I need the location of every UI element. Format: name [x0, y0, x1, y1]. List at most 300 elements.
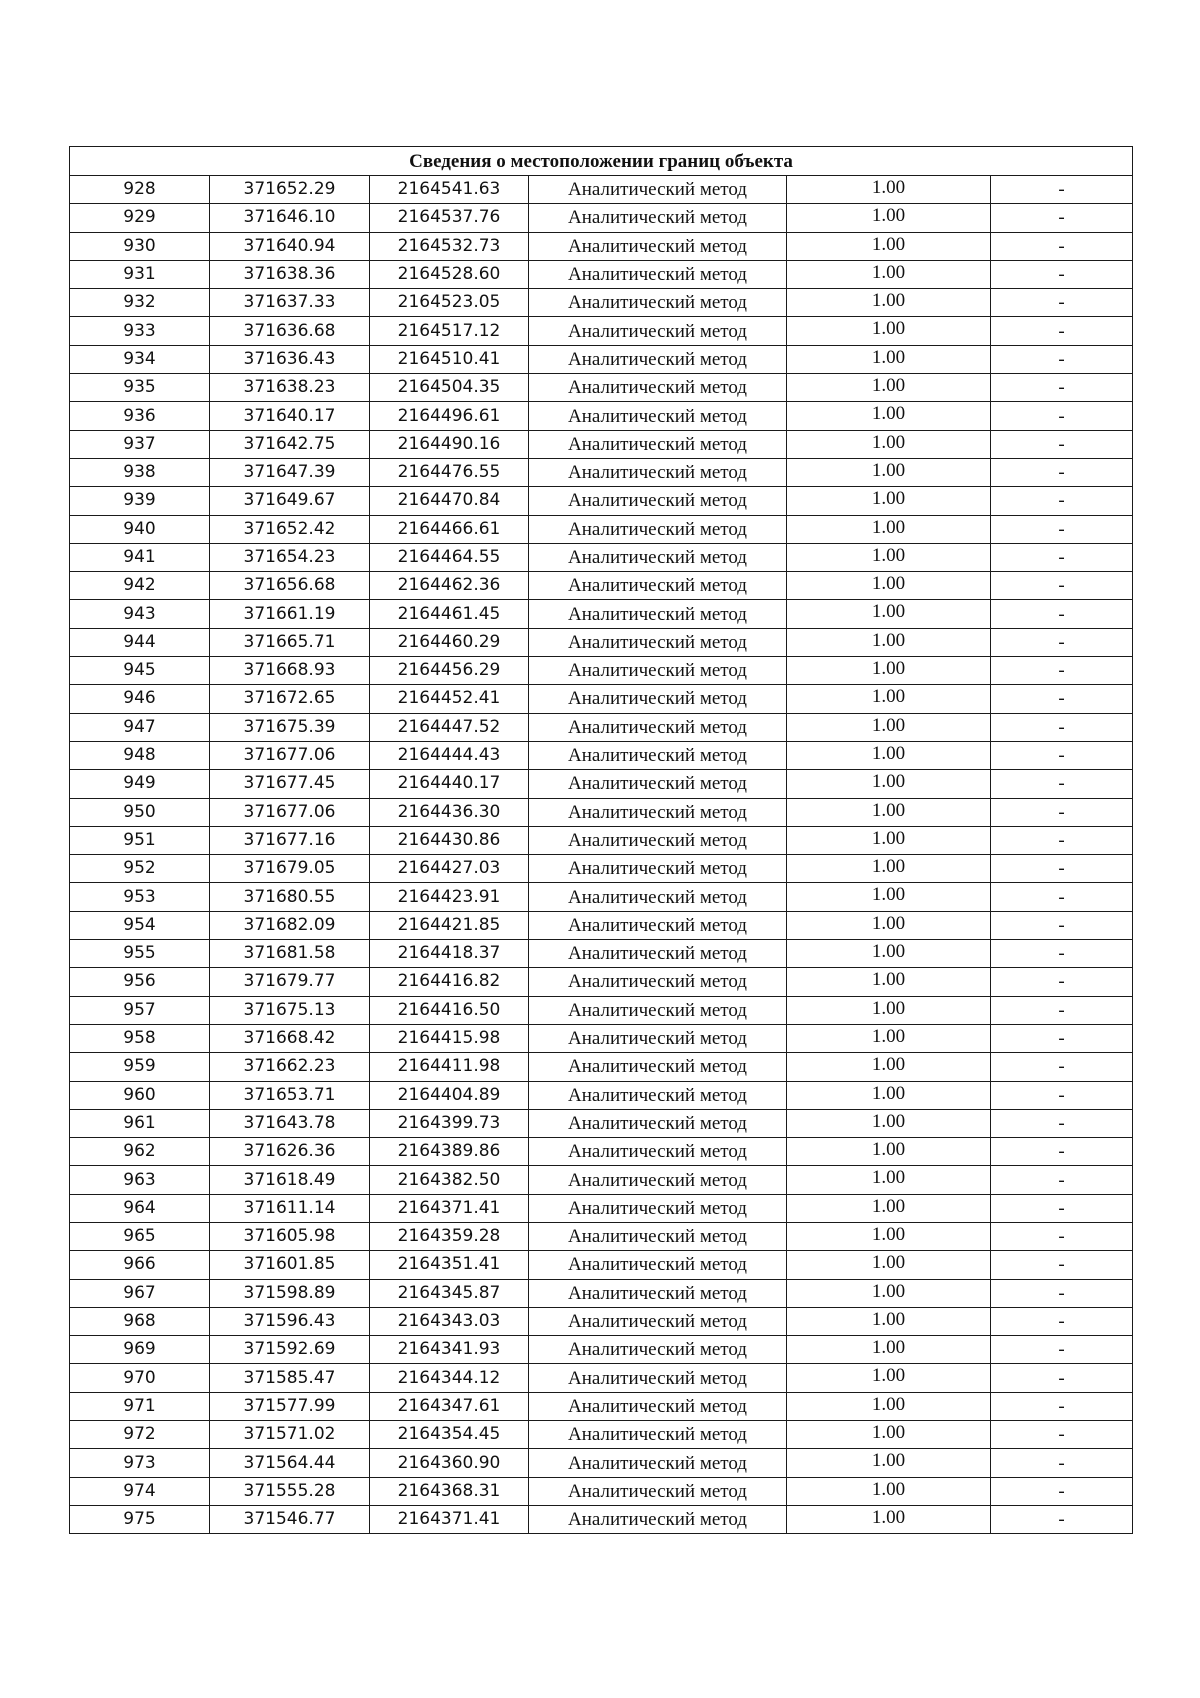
accuracy-cell: [787, 940, 991, 968]
method-cell: Аналитический метод: [529, 1392, 787, 1420]
description-cell: -: [991, 1166, 1133, 1194]
accuracy-cell: [787, 1505, 991, 1533]
coordinate-x-cell: 371647.39: [210, 458, 370, 486]
table-row: [70, 402, 1133, 430]
point-number-cell: 938: [70, 458, 210, 486]
point-number-cell: 967: [70, 1279, 210, 1307]
coordinate-y-cell: 2164360.90: [370, 1449, 529, 1477]
accuracy-cell: [787, 1279, 991, 1307]
point-number-cell: 961: [70, 1109, 210, 1137]
description-cell: -: [991, 798, 1133, 826]
table-row: [70, 1222, 1133, 1250]
method-cell: Аналитический метод: [529, 1505, 787, 1533]
table-row: [70, 232, 1133, 260]
point-number-cell: 959: [70, 1053, 210, 1081]
accuracy-cell: [787, 1421, 991, 1449]
accuracy-cell: [787, 1081, 991, 1109]
accuracy-value: 1.00: [871, 686, 906, 708]
description-cell: -: [991, 1251, 1133, 1279]
accuracy-cell: [787, 1449, 991, 1477]
description-cell: -: [991, 1449, 1133, 1477]
method-cell: Аналитический метод: [529, 911, 787, 939]
table-title: Сведения о местоположении границ объекта: [70, 147, 1133, 176]
table-row: [70, 996, 1133, 1024]
description-cell: -: [991, 1392, 1133, 1420]
accuracy-value: 1.00: [871, 1223, 906, 1245]
accuracy-value: 1.00: [871, 941, 906, 963]
accuracy-cell: [787, 1392, 991, 1420]
accuracy-value: 1.00: [871, 997, 906, 1019]
description-cell: -: [991, 204, 1133, 232]
point-number-cell: 957: [70, 996, 210, 1024]
coordinate-y-cell: 2164416.82: [370, 968, 529, 996]
description-cell: -: [991, 1109, 1133, 1137]
coordinate-x-cell: 371661.19: [210, 600, 370, 628]
description-cell: -: [991, 713, 1133, 741]
accuracy-value: 1.00: [871, 1082, 906, 1104]
table-row: [70, 657, 1133, 685]
point-number-cell: 935: [70, 374, 210, 402]
coordinate-y-cell: 2164466.61: [370, 515, 529, 543]
table-row: [70, 1053, 1133, 1081]
accuracy-value: 1.00: [871, 1365, 906, 1387]
accuracy-value: 1.00: [871, 827, 906, 849]
coordinate-x-cell: 371564.44: [210, 1449, 370, 1477]
accuracy-value: 1.00: [871, 1025, 906, 1047]
accuracy-value: 1.00: [871, 318, 906, 340]
point-number-cell: 972: [70, 1421, 210, 1449]
description-cell: -: [991, 176, 1133, 204]
accuracy-cell: [787, 345, 991, 373]
coordinate-x-cell: 371675.39: [210, 713, 370, 741]
method-cell: Аналитический метод: [529, 741, 787, 769]
coordinate-x-cell: 371652.29: [210, 176, 370, 204]
point-number-cell: 955: [70, 940, 210, 968]
coordinate-x-cell: 371601.85: [210, 1251, 370, 1279]
coordinate-y-cell: 2164389.86: [370, 1138, 529, 1166]
accuracy-value: 1.00: [871, 573, 906, 595]
description-cell: -: [991, 543, 1133, 571]
coordinate-y-cell: 2164523.05: [370, 289, 529, 317]
point-number-cell: 947: [70, 713, 210, 741]
table-title-row: [70, 147, 1133, 176]
accuracy-value: 1.00: [871, 205, 906, 227]
coordinate-y-cell: 2164532.73: [370, 232, 529, 260]
table-row: [70, 1251, 1133, 1279]
method-cell: Аналитический метод: [529, 1477, 787, 1505]
accuracy-cell: [787, 1053, 991, 1081]
accuracy-value: 1.00: [871, 403, 906, 425]
accuracy-value: 1.00: [871, 658, 906, 680]
description-cell: -: [991, 628, 1133, 656]
table-row: [70, 968, 1133, 996]
coordinate-x-cell: 371611.14: [210, 1194, 370, 1222]
table-row: [70, 600, 1133, 628]
coordinate-x-cell: 371677.06: [210, 798, 370, 826]
coordinate-x-cell: 371656.68: [210, 572, 370, 600]
description-cell: -: [991, 1421, 1133, 1449]
description-cell: -: [991, 1307, 1133, 1335]
method-cell: Аналитический метод: [529, 345, 787, 373]
accuracy-value: 1.00: [871, 544, 906, 566]
accuracy-cell: [787, 968, 991, 996]
description-cell: -: [991, 968, 1133, 996]
accuracy-cell: [787, 770, 991, 798]
point-number-cell: 934: [70, 345, 210, 373]
accuracy-cell: [787, 458, 991, 486]
description-cell: -: [991, 1364, 1133, 1392]
coordinate-y-cell: 2164476.55: [370, 458, 529, 486]
accuracy-value: 1.00: [871, 177, 906, 198]
accuracy-cell: [787, 289, 991, 317]
table-row: [70, 826, 1133, 854]
accuracy-cell: [787, 1024, 991, 1052]
coordinate-x-cell: 371598.89: [210, 1279, 370, 1307]
accuracy-value: 1.00: [871, 629, 906, 651]
coordinate-y-cell: 2164359.28: [370, 1222, 529, 1250]
description-cell: -: [991, 317, 1133, 345]
method-cell: Аналитический метод: [529, 1421, 787, 1449]
method-cell: Аналитический метод: [529, 543, 787, 571]
accuracy-cell: [787, 713, 991, 741]
accuracy-value: 1.00: [871, 1252, 906, 1274]
description-cell: -: [991, 883, 1133, 911]
coordinate-x-cell: 371585.47: [210, 1364, 370, 1392]
accuracy-cell: [787, 1166, 991, 1194]
accuracy-cell: [787, 402, 991, 430]
coordinate-y-cell: 2164462.36: [370, 572, 529, 600]
coordinate-x-cell: 371637.33: [210, 289, 370, 317]
coordinate-y-cell: 2164421.85: [370, 911, 529, 939]
method-cell: Аналитический метод: [529, 657, 787, 685]
method-cell: Аналитический метод: [529, 402, 787, 430]
table-row: [70, 628, 1133, 656]
coordinate-y-cell: 2164430.86: [370, 826, 529, 854]
accuracy-value: 1.00: [871, 1393, 906, 1415]
description-cell: -: [991, 855, 1133, 883]
method-cell: Аналитический метод: [529, 1024, 787, 1052]
table-row: [70, 1421, 1133, 1449]
coordinate-x-cell: 371677.45: [210, 770, 370, 798]
accuracy-value: 1.00: [871, 799, 906, 821]
coordinate-y-cell: 2164427.03: [370, 855, 529, 883]
boundary-coordinates-table: [69, 146, 1133, 1534]
table-row: [70, 515, 1133, 543]
accuracy-value: 1.00: [871, 714, 906, 736]
description-cell: -: [991, 458, 1133, 486]
coordinate-x-cell: 371640.94: [210, 232, 370, 260]
point-number-cell: 962: [70, 1138, 210, 1166]
point-number-cell: 965: [70, 1222, 210, 1250]
accuracy-cell: [787, 1251, 991, 1279]
coordinate-y-cell: 2164411.98: [370, 1053, 529, 1081]
point-number-cell: 945: [70, 657, 210, 685]
accuracy-cell: [787, 1336, 991, 1364]
description-cell: -: [991, 826, 1133, 854]
accuracy-cell: [787, 374, 991, 402]
method-cell: Аналитический метод: [529, 430, 787, 458]
method-cell: Аналитический метод: [529, 1307, 787, 1335]
point-number-cell: 944: [70, 628, 210, 656]
table-row: [70, 204, 1133, 232]
coordinate-y-cell: 2164404.89: [370, 1081, 529, 1109]
accuracy-cell: [787, 487, 991, 515]
accuracy-value: 1.00: [871, 1337, 906, 1359]
accuracy-cell: [787, 1109, 991, 1137]
table-row: [70, 713, 1133, 741]
table-row: [70, 1109, 1133, 1137]
method-cell: Аналитический метод: [529, 600, 787, 628]
method-cell: Аналитический метод: [529, 204, 787, 232]
method-cell: Аналитический метод: [529, 770, 787, 798]
table-row: [70, 741, 1133, 769]
description-cell: -: [991, 289, 1133, 317]
method-cell: Аналитический метод: [529, 1364, 787, 1392]
description-cell: -: [991, 770, 1133, 798]
description-cell: -: [991, 402, 1133, 430]
description-cell: -: [991, 1053, 1133, 1081]
method-cell: Аналитический метод: [529, 1109, 787, 1137]
accuracy-value: 1.00: [871, 912, 906, 934]
coordinate-y-cell: 2164371.41: [370, 1505, 529, 1533]
table-row: [70, 1024, 1133, 1052]
point-number-cell: 966: [70, 1251, 210, 1279]
coordinate-y-cell: 2164341.93: [370, 1336, 529, 1364]
coordinate-y-cell: 2164347.61: [370, 1392, 529, 1420]
accuracy-cell: [787, 1364, 991, 1392]
coordinate-x-cell: 371638.36: [210, 260, 370, 288]
coordinate-x-cell: 371596.43: [210, 1307, 370, 1335]
coordinate-x-cell: 371571.02: [210, 1421, 370, 1449]
accuracy-value: 1.00: [871, 856, 906, 878]
accuracy-cell: [787, 855, 991, 883]
table-row: [70, 883, 1133, 911]
method-cell: Аналитический метод: [529, 1251, 787, 1279]
method-cell: Аналитический метод: [529, 572, 787, 600]
description-cell: -: [991, 1222, 1133, 1250]
accuracy-cell: [787, 176, 991, 204]
accuracy-cell: [787, 1222, 991, 1250]
accuracy-value: 1.00: [871, 431, 906, 453]
point-number-cell: 950: [70, 798, 210, 826]
point-number-cell: 952: [70, 855, 210, 883]
point-number-cell: 943: [70, 600, 210, 628]
table-row: [70, 345, 1133, 373]
accuracy-cell: [787, 317, 991, 345]
description-cell: -: [991, 430, 1133, 458]
coordinate-x-cell: 371668.42: [210, 1024, 370, 1052]
coordinate-y-cell: 2164537.76: [370, 204, 529, 232]
point-number-cell: 970: [70, 1364, 210, 1392]
accuracy-cell: [787, 1307, 991, 1335]
description-cell: -: [991, 374, 1133, 402]
point-number-cell: 930: [70, 232, 210, 260]
method-cell: Аналитический метод: [529, 1222, 787, 1250]
accuracy-value: 1.00: [871, 1506, 906, 1528]
coordinate-y-cell: 2164368.31: [370, 1477, 529, 1505]
table-row: [70, 289, 1133, 317]
accuracy-value: 1.00: [871, 1110, 906, 1132]
coordinate-x-cell: 371654.23: [210, 543, 370, 571]
description-cell: -: [991, 487, 1133, 515]
method-cell: Аналитический метод: [529, 1449, 787, 1477]
accuracy-value: 1.00: [871, 261, 906, 283]
point-number-cell: 933: [70, 317, 210, 345]
accuracy-value: 1.00: [871, 742, 906, 764]
point-number-cell: 940: [70, 515, 210, 543]
coordinate-y-cell: 2164452.41: [370, 685, 529, 713]
point-number-cell: 973: [70, 1449, 210, 1477]
table-row: [70, 1364, 1133, 1392]
table-row: [70, 1166, 1133, 1194]
coordinate-x-cell: 371681.58: [210, 940, 370, 968]
coordinate-y-cell: 2164416.50: [370, 996, 529, 1024]
point-number-cell: 941: [70, 543, 210, 571]
coordinate-x-cell: 371646.10: [210, 204, 370, 232]
accuracy-cell: [787, 232, 991, 260]
point-number-cell: 960: [70, 1081, 210, 1109]
point-number-cell: 971: [70, 1392, 210, 1420]
point-number-cell: 975: [70, 1505, 210, 1533]
coordinate-y-cell: 2164464.55: [370, 543, 529, 571]
point-number-cell: 951: [70, 826, 210, 854]
coordinate-y-cell: 2164460.29: [370, 628, 529, 656]
coordinate-x-cell: 371652.42: [210, 515, 370, 543]
table-row: [70, 487, 1133, 515]
description-cell: -: [991, 940, 1133, 968]
coordinate-x-cell: 371638.23: [210, 374, 370, 402]
coordinate-x-cell: 371679.05: [210, 855, 370, 883]
coordinate-x-cell: 371662.23: [210, 1053, 370, 1081]
coordinate-y-cell: 2164496.61: [370, 402, 529, 430]
coordinate-y-cell: 2164504.35: [370, 374, 529, 402]
method-cell: Аналитический метод: [529, 1081, 787, 1109]
table-row: [70, 1307, 1133, 1335]
coordinate-x-cell: 371592.69: [210, 1336, 370, 1364]
coordinate-x-cell: 371679.77: [210, 968, 370, 996]
coordinate-y-cell: 2164351.41: [370, 1251, 529, 1279]
coordinate-y-cell: 2164447.52: [370, 713, 529, 741]
accuracy-cell: [787, 826, 991, 854]
point-number-cell: 942: [70, 572, 210, 600]
point-number-cell: 929: [70, 204, 210, 232]
coordinate-x-cell: 371605.98: [210, 1222, 370, 1250]
description-cell: -: [991, 1505, 1133, 1533]
accuracy-value: 1.00: [871, 1422, 906, 1444]
table-row: [70, 1138, 1133, 1166]
accuracy-cell: [787, 685, 991, 713]
coordinate-y-cell: 2164517.12: [370, 317, 529, 345]
accuracy-value: 1.00: [871, 459, 906, 481]
accuracy-value: 1.00: [871, 1450, 906, 1472]
table-row: [70, 543, 1133, 571]
coordinate-y-cell: 2164461.45: [370, 600, 529, 628]
coordinate-y-cell: 2164354.45: [370, 1421, 529, 1449]
coordinate-x-cell: 371546.77: [210, 1505, 370, 1533]
coordinate-x-cell: 371672.65: [210, 685, 370, 713]
accuracy-cell: [787, 628, 991, 656]
coordinate-y-cell: 2164344.12: [370, 1364, 529, 1392]
point-number-cell: 953: [70, 883, 210, 911]
accuracy-value: 1.00: [871, 346, 906, 368]
accuracy-cell: [787, 572, 991, 600]
point-number-cell: 939: [70, 487, 210, 515]
coordinate-x-cell: 371555.28: [210, 1477, 370, 1505]
description-cell: -: [991, 996, 1133, 1024]
coordinate-y-cell: 2164345.87: [370, 1279, 529, 1307]
method-cell: Аналитический метод: [529, 798, 787, 826]
method-cell: Аналитический метод: [529, 826, 787, 854]
description-cell: -: [991, 232, 1133, 260]
description-cell: -: [991, 1024, 1133, 1052]
coordinate-y-cell: 2164371.41: [370, 1194, 529, 1222]
coordinate-x-cell: 371642.75: [210, 430, 370, 458]
table-row: [70, 374, 1133, 402]
accuracy-cell: [787, 996, 991, 1024]
coordinate-y-cell: 2164423.91: [370, 883, 529, 911]
table-row: [70, 176, 1133, 204]
method-cell: Аналитический метод: [529, 487, 787, 515]
point-number-cell: 958: [70, 1024, 210, 1052]
coordinate-y-cell: 2164399.73: [370, 1109, 529, 1137]
accuracy-value: 1.00: [871, 1280, 906, 1302]
point-number-cell: 968: [70, 1307, 210, 1335]
coordinate-y-cell: 2164418.37: [370, 940, 529, 968]
table-row: [70, 1505, 1133, 1533]
description-cell: -: [991, 657, 1133, 685]
table-row: [70, 770, 1133, 798]
description-cell: -: [991, 741, 1133, 769]
method-cell: Аналитический метод: [529, 515, 787, 543]
table-row: [70, 1081, 1133, 1109]
method-cell: Аналитический метод: [529, 968, 787, 996]
method-cell: Аналитический метод: [529, 1053, 787, 1081]
accuracy-cell: [787, 911, 991, 939]
coordinate-y-cell: 2164470.84: [370, 487, 529, 515]
coordinate-x-cell: 371675.13: [210, 996, 370, 1024]
method-cell: Аналитический метод: [529, 458, 787, 486]
accuracy-cell: [787, 260, 991, 288]
coordinate-x-cell: 371577.99: [210, 1392, 370, 1420]
point-number-cell: 937: [70, 430, 210, 458]
accuracy-cell: [787, 204, 991, 232]
accuracy-value: 1.00: [871, 488, 906, 510]
method-cell: Аналитический метод: [529, 713, 787, 741]
coordinate-x-cell: 371653.71: [210, 1081, 370, 1109]
table-row: [70, 940, 1133, 968]
method-cell: Аналитический метод: [529, 232, 787, 260]
accuracy-value: 1.00: [871, 884, 906, 906]
point-number-cell: 964: [70, 1194, 210, 1222]
coordinate-x-cell: 371649.67: [210, 487, 370, 515]
accuracy-value: 1.00: [871, 233, 906, 255]
coordinate-x-cell: 371677.16: [210, 826, 370, 854]
accuracy-value: 1.00: [871, 375, 906, 397]
description-cell: -: [991, 1279, 1133, 1307]
accuracy-cell: [787, 430, 991, 458]
description-cell: -: [991, 911, 1133, 939]
table-row: [70, 430, 1133, 458]
coordinate-y-cell: 2164440.17: [370, 770, 529, 798]
accuracy-value: 1.00: [871, 1167, 906, 1189]
point-number-cell: 954: [70, 911, 210, 939]
coordinate-y-cell: 2164444.43: [370, 741, 529, 769]
table-row: [70, 685, 1133, 713]
coordinate-y-cell: 2164528.60: [370, 260, 529, 288]
method-cell: Аналитический метод: [529, 883, 787, 911]
accuracy-cell: [787, 883, 991, 911]
accuracy-value: 1.00: [871, 601, 906, 623]
